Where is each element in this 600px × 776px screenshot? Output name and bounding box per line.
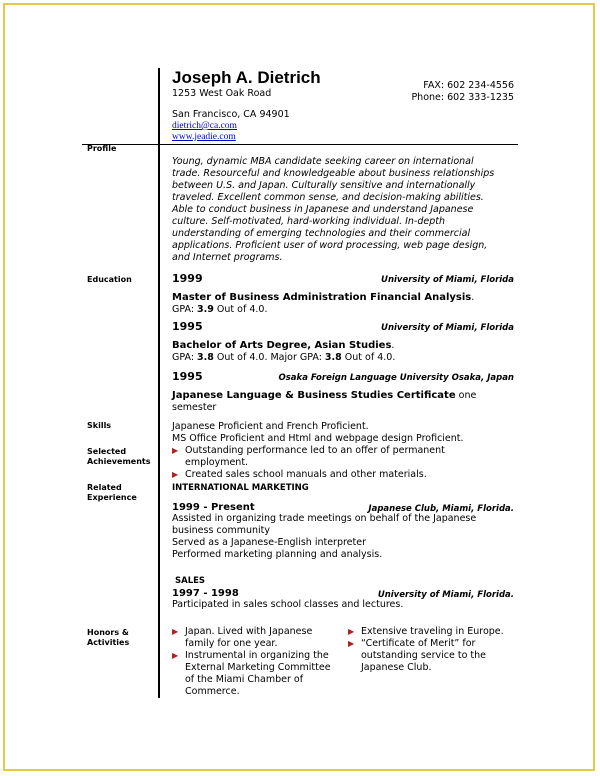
profile-line: culture. Self-motivated, hard-working individual. In-depth xyxy=(172,216,446,227)
gpa-value: 3.8 xyxy=(197,352,214,363)
education-degree-line xyxy=(172,285,514,304)
profile-line: applications. Proficient user of word processing, web page design, xyxy=(172,240,488,251)
label-line: Selected xyxy=(87,447,127,456)
honor-line: Commerce. xyxy=(185,686,240,697)
job-line: Performed marketing planning and analysis. xyxy=(172,549,383,560)
vertical-rule xyxy=(158,68,160,698)
city-address: San Francisco, CA 94901 xyxy=(172,109,290,120)
education-year: 1995 xyxy=(172,320,203,333)
bullet-arrow-icon: ▶ xyxy=(172,446,179,455)
education-school: University of Miami, Florida xyxy=(381,323,514,333)
gpa-prefix: GPA: xyxy=(172,304,198,315)
profile-line: Able to conduct business in Japanese and understand Japanese xyxy=(172,204,474,215)
bullet-arrow-icon: ▶ xyxy=(172,651,179,660)
honor-line: “Certificate of Merit” for xyxy=(361,638,476,649)
job-line: Served as a Japanese-English interpreter xyxy=(172,537,366,548)
contact-numbers xyxy=(411,80,514,104)
honor-line: Instrumental in organizing the xyxy=(185,650,329,661)
candidate-name: Joseph A. Dietrich xyxy=(172,68,321,87)
profile-text xyxy=(172,156,532,264)
education-degree-line2: semester xyxy=(172,402,217,413)
education-gpa-line xyxy=(172,304,514,316)
job-line: business community xyxy=(172,525,270,536)
education-degree-line xyxy=(172,333,514,352)
job-line: Assisted in organizing trade meetings on behalf of the Japanese xyxy=(172,513,477,524)
degree-suffix: . xyxy=(391,340,395,351)
gpa-suffix: Out of 4.0. xyxy=(213,304,268,315)
education-school: Osaka Foreign Language University Osaka, Japan xyxy=(278,373,514,383)
gpa-prefix: GPA: xyxy=(172,352,198,363)
honor-line: Japanese Club. xyxy=(361,662,432,673)
honors-right-column xyxy=(348,626,520,674)
major-gpa-value: 3.8 xyxy=(324,352,342,363)
honor-text xyxy=(185,650,331,698)
achievement-item xyxy=(172,445,512,469)
profile-line: understanding of emerging technologies and their commercial xyxy=(172,228,471,239)
profile-line: and Internet programs. xyxy=(172,252,283,263)
label-line: Honors & xyxy=(87,628,129,637)
honor-item xyxy=(348,638,520,674)
label-profile: Profile xyxy=(87,144,117,153)
education-entry xyxy=(172,320,514,363)
honor-line: External Marketing Committee xyxy=(185,662,331,673)
education-year: 1995 xyxy=(172,370,203,383)
job-place: Japanese Club, Miami, Florida. xyxy=(368,504,514,514)
label-education: Education xyxy=(87,275,132,284)
honor-line: outstanding service to the xyxy=(361,650,487,661)
bullet-arrow-icon: ▶ xyxy=(172,470,179,479)
label-related-experience xyxy=(87,483,137,503)
label-line: Activities xyxy=(87,638,130,647)
job-place: University of Miami, Florida. xyxy=(377,590,514,600)
bullet-arrow-icon: ▶ xyxy=(348,639,355,648)
label-skills: Skills xyxy=(87,421,112,430)
bullet-arrow-icon: ▶ xyxy=(348,627,355,636)
street-address: 1253 West Oak Road xyxy=(172,88,272,99)
label-line: Related xyxy=(87,483,122,492)
job-line: Participated in sales school classes and lectures. xyxy=(172,599,404,610)
achievement-text xyxy=(185,445,445,469)
skill-item: MS Office Proficient and Html and webpage design Proficient. xyxy=(172,433,464,444)
job-entry xyxy=(172,588,514,618)
website-link[interactable]: www.jeadie.com xyxy=(172,132,236,142)
honor-text xyxy=(185,626,312,650)
achievement-item xyxy=(172,469,512,481)
major-gpa-suffix: Out of 4.0. xyxy=(341,352,396,363)
label-honors-activities xyxy=(87,628,129,648)
education-entry xyxy=(172,370,514,413)
achievement-line: Outstanding performance led to an offer of permanent xyxy=(185,445,445,456)
bullet-arrow-icon: ▶ xyxy=(172,627,179,636)
profile-line: between U.S. and Japan. Culturally sensitive and internationally xyxy=(172,180,476,191)
experience-heading-sales: SALES xyxy=(175,576,206,586)
skill-item: Japanese Proficient and French Proficient. xyxy=(172,421,369,432)
honors-left-column xyxy=(172,626,347,698)
fax-number: FAX: 602 234-4556 xyxy=(423,80,514,91)
education-entry xyxy=(172,272,514,315)
email-link[interactable]: dietrich@ca.com xyxy=(172,121,237,131)
education-degree: Master of Business Administration Financial Analysis xyxy=(172,292,472,303)
honor-line: of the Miami Chamber of xyxy=(185,674,304,685)
profile-line: trade. Resourceful and knowledgeable about business relationships xyxy=(172,168,495,179)
degree-suffix: . xyxy=(471,292,475,303)
education-school: University of Miami, Florida xyxy=(381,275,514,285)
achievement-line: employment. xyxy=(185,457,249,468)
honor-item xyxy=(348,626,520,638)
experience-heading-marketing: INTERNATIONAL MARKETING xyxy=(172,483,309,493)
honor-item xyxy=(172,650,347,698)
achievement-line: Created sales school manuals and other materials. xyxy=(185,469,427,480)
skills-list xyxy=(172,421,464,445)
education-degree-line xyxy=(172,383,514,402)
job-entry xyxy=(172,502,514,566)
gpa-suffix: Out of 4.0. Major GPA: xyxy=(213,352,325,363)
phone-number: Phone: 602 333-1235 xyxy=(411,92,514,103)
education-degree: Japanese Language & Business Studies Certificate xyxy=(172,390,456,401)
job-years: 1999 - Present xyxy=(172,502,255,513)
honor-line: Japan. Lived with Japanese xyxy=(185,626,313,637)
honor-line: Extensive traveling in Europe. xyxy=(361,626,504,637)
gpa-value: 3.9 xyxy=(197,304,214,315)
education-year: 1999 xyxy=(172,272,203,285)
honor-line: family for one year. xyxy=(185,638,278,649)
header-rule xyxy=(82,144,518,145)
education-gpa-line xyxy=(172,352,514,364)
honor-item xyxy=(172,626,347,650)
job-years: 1997 - 1998 xyxy=(172,588,239,599)
profile-line: traveled. Excellent common sense, and decision-making abilities. xyxy=(172,192,484,203)
label-selected-achievements xyxy=(87,447,150,467)
label-line: Experience xyxy=(87,493,137,502)
label-line: Achievements xyxy=(87,457,151,466)
profile-line: Young, dynamic MBA candidate seeking career on international xyxy=(172,156,474,167)
achievements-list xyxy=(172,445,512,481)
education-degree: Bachelor of Arts Degree, Asian Studies xyxy=(172,340,392,351)
degree-suffix: one xyxy=(455,390,477,401)
honor-text xyxy=(361,638,486,674)
